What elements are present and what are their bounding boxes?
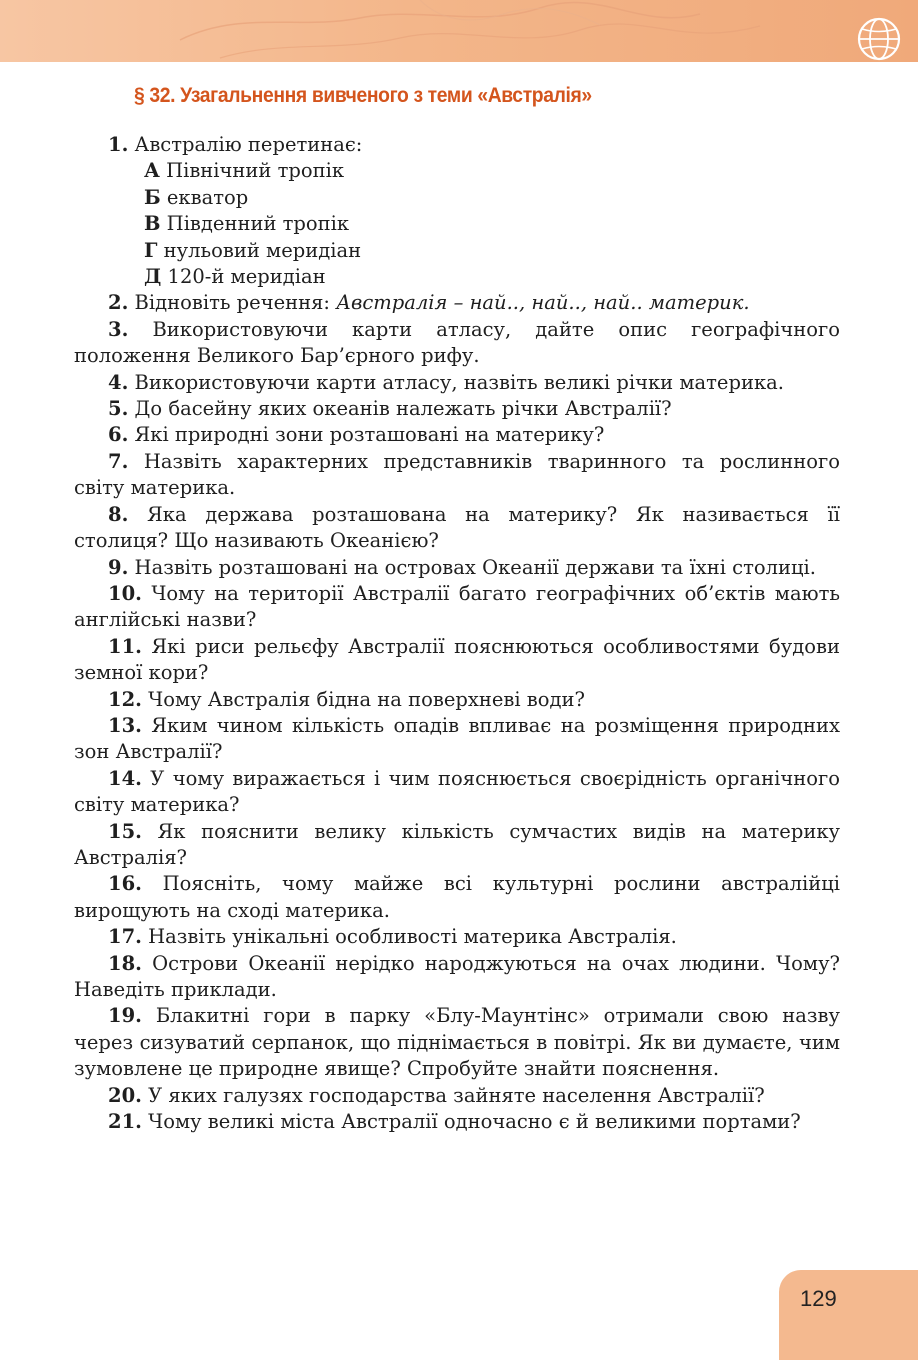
page-number-tab bbox=[779, 1270, 918, 1360]
question-20 bbox=[74, 1083, 840, 1109]
map-decoration bbox=[0, 0, 918, 62]
question-text: Австралію перетинає: bbox=[128, 133, 363, 156]
question-number: 15. bbox=[108, 819, 142, 843]
question-text: Назвіть розташовані на островах Океанії держави та їхні столиці. bbox=[128, 555, 816, 579]
question-text: Як пояснити велику кількість сумчастих видів на материку Австралія? bbox=[74, 819, 840, 869]
question-number: 21. bbox=[108, 1110, 142, 1134]
question-number: 13. bbox=[108, 713, 142, 737]
question-17 bbox=[74, 924, 840, 950]
question-text: Які природні зони розташовані на материку? bbox=[128, 423, 605, 447]
question-12 bbox=[74, 687, 840, 713]
page-number: 129 bbox=[800, 1286, 837, 1311]
question-number: 3. bbox=[108, 317, 129, 341]
question-number: 7. bbox=[108, 449, 129, 473]
question-number: 6. bbox=[108, 423, 129, 447]
question-text: У чому виражається і чим пояснюється своєрідність органічного світу материка? bbox=[74, 766, 840, 817]
question-21 bbox=[74, 1109, 840, 1135]
question-1 bbox=[74, 132, 840, 158]
question-11 bbox=[74, 634, 840, 687]
question-number: 20. bbox=[108, 1083, 142, 1107]
question-text: Використовуючи карти атласу, назвіть великі річки материка. bbox=[128, 370, 784, 394]
header-band bbox=[0, 0, 918, 62]
globe-icon bbox=[856, 16, 902, 62]
question-text: Яка держава розташована на материку? Як називається її столиця? Що називають Океанією? bbox=[74, 502, 840, 553]
question-15 bbox=[74, 819, 840, 872]
question-14 bbox=[74, 766, 840, 819]
question-text: У яких галузях господарства зайняте населення Австралії? bbox=[141, 1083, 765, 1107]
answer-option-e: Д 120-й меридіан bbox=[144, 265, 326, 289]
question-2: 2. Відновіть речення: Австралія – най.., най.., най.. материк. bbox=[108, 291, 750, 315]
question-number: 12. bbox=[108, 687, 142, 711]
question-text: Використовуючи карти атласу, дайте опис географічного положення Великого Бар’єрного рифу. bbox=[74, 317, 840, 368]
question-4 bbox=[74, 370, 840, 396]
question-text: Назвіть характерних представників тваринного та рослинного світу материка. bbox=[74, 449, 840, 500]
answer-option-d: Г нульовий меридіан bbox=[144, 238, 362, 262]
question-number: 18. bbox=[108, 951, 142, 975]
question-text: Чому Австралія бідна на поверхневі води? bbox=[141, 687, 585, 711]
answer-option-a: А Північний тропік bbox=[144, 159, 345, 183]
answer-option-c: В Південний тропік bbox=[144, 212, 350, 236]
question-16 bbox=[74, 871, 840, 924]
question-number: 5. bbox=[108, 397, 129, 421]
question-6 bbox=[74, 422, 840, 448]
question-text: Чому на території Австралії багато географічних об’єктів мають англійські назви? bbox=[74, 581, 840, 632]
question-text: Яким чином кількість опадів впливає на розміщення природних зон Австралії? bbox=[74, 713, 840, 764]
question-number: 11. bbox=[108, 634, 142, 658]
question-18 bbox=[74, 951, 840, 1004]
question-text: До басейну яких океанів належать річки Австралії? bbox=[128, 397, 672, 421]
question-text: Назвіть унікальні особливості материка Австралія. bbox=[141, 925, 677, 949]
question-number: 8. bbox=[108, 502, 129, 526]
question-number: 4. bbox=[108, 370, 129, 394]
question-number: 10. bbox=[108, 581, 142, 605]
question-5 bbox=[74, 396, 840, 422]
question-text: Острови Океанії нерідко народжуються на очах людини. Чому? Наведіть приклади. bbox=[74, 951, 840, 1001]
question-7 bbox=[74, 449, 840, 502]
question-text: Чому великі міста Австралії одночасно є й великими портами? bbox=[141, 1110, 801, 1134]
section-title: § 32. Узагальнення вивченого з теми «Австралія» bbox=[134, 84, 592, 107]
question-text: Які риси рельєфу Австралії пояснюються особливостями будови земної кори? bbox=[74, 634, 840, 685]
question-3 bbox=[74, 317, 840, 370]
question-number: 14. bbox=[108, 766, 142, 790]
answer-option-b: Б екватор bbox=[144, 185, 249, 209]
question-number: 16. bbox=[108, 872, 142, 896]
question-number: 1. bbox=[108, 133, 129, 156]
question-number: 19. bbox=[108, 1004, 142, 1028]
question-10 bbox=[74, 581, 840, 634]
question-number: 9. bbox=[108, 555, 129, 579]
questions-list bbox=[74, 132, 840, 1135]
question-number: 17. bbox=[108, 925, 142, 949]
question-text: Поясніть, чому майже всі культурні рослини австралійці вирощують на сході материка. bbox=[74, 872, 840, 922]
question-13 bbox=[74, 713, 840, 766]
question-8 bbox=[74, 502, 840, 555]
question-text: Блакитні гори в парку «Блу-Маунтінс» отримали свою назву через сизуватий серпанок, що піднімається в повітрі. Як ви думаєте, чим зумовлене це природне явище? Спробуйте знайти пояснення. bbox=[74, 1004, 840, 1081]
question-9 bbox=[74, 555, 840, 581]
question-19 bbox=[74, 1003, 840, 1082]
